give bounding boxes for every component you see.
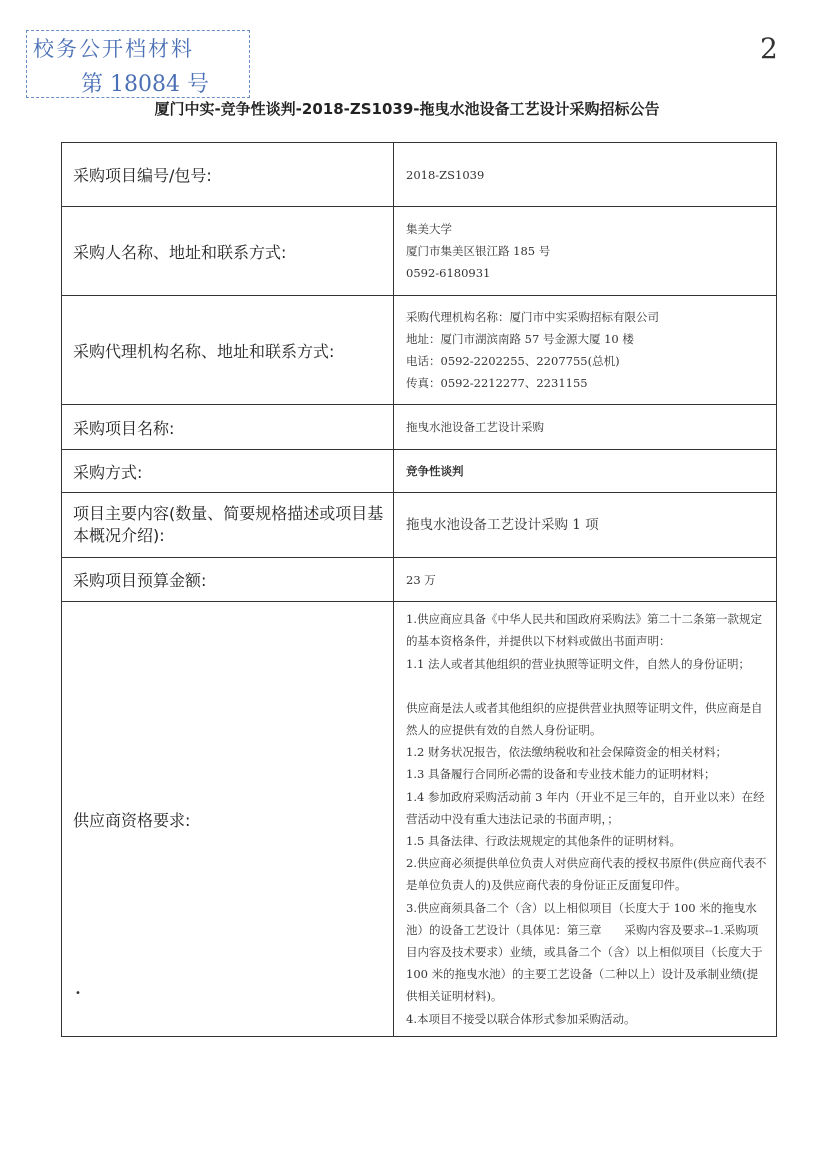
value-line: 供应商是法人或者其他组织的应提供营业执照等证明文件，供应商是自然人的应提供有效的自然人身份证明。 xyxy=(406,700,763,737)
value-line: 1.3 具备履行合同所必需的设备和专业技术能力的证明材料； xyxy=(406,767,716,782)
value-line: 1.1 法人或者其他组织的营业执照等证明文件，自然人的身份证明； xyxy=(406,656,750,671)
value-line: 2.供应商必须提供单位负责人对供应商代表的授权书原件(供应商代表不是单位负责人的)及供应商代表的身份证正反面复印件。 xyxy=(406,856,767,893)
value-line: 集美大学 xyxy=(406,222,452,236)
row-value xyxy=(394,143,777,207)
table-row xyxy=(62,207,777,296)
value-line: 地址：厦门市湖滨南路 57 号金源大厦 10 楼 xyxy=(406,332,634,346)
archive-stamp xyxy=(26,30,250,98)
row-label: 采购方式: xyxy=(62,450,394,493)
table-row xyxy=(62,493,777,558)
value-line: 厦门市集美区银江路 185 号 xyxy=(406,244,551,258)
table-row xyxy=(62,143,777,207)
value-line: 3.供应商须具备二个（含）以上相似项目（长度大于 100 米的拖曳水池）的设备工艺设计（具体见：第三章 采购内容及要求--1.采购项目内容及技术要求）业绩，或具备二个（含）以上相似项目（长度大于 100 米的拖曳水池）的主要工艺设备（二种以上）设计及承制业绩(提供相关证明材料)。 xyxy=(406,900,763,1004)
row-value xyxy=(394,207,777,296)
value-line: 1.供应商应具备《中华人民共和国政府采购法》第二十二条第一款规定的基本资格条件，并提供以下材料或做出书面声明： xyxy=(406,612,762,649)
table-row xyxy=(62,405,777,450)
row-label: 采购项目名称: xyxy=(62,405,394,450)
row-label: 项目主要内容(数量、简要规格描述或项目基本概况介绍): xyxy=(62,493,394,558)
value-line: 1.4 参加政府采购活动前 3 年内（开业不足三年的，自开业以来）在经营活动中没有重大违法记录的书面声明，； xyxy=(406,789,765,826)
row-value xyxy=(394,296,777,405)
page-number: 2 xyxy=(760,32,778,65)
row-label: 采购人名称、地址和联系方式: xyxy=(62,207,394,296)
table-row xyxy=(62,450,777,493)
row-value xyxy=(394,602,777,1037)
scan-mark: • xyxy=(75,988,81,999)
announcement-table xyxy=(61,142,777,1037)
row-value xyxy=(394,558,777,602)
row-label: 采购项目编号/包号: xyxy=(62,143,394,207)
value-line: 23 万 xyxy=(406,572,436,587)
value-line: 2018-ZS1039 xyxy=(406,167,485,182)
row-value xyxy=(394,405,777,450)
row-label: 采购项目预算金额: xyxy=(62,558,394,602)
stamp-line-1: 校务公开档材料 xyxy=(33,37,194,61)
value-line: 1.5 具备法律、行政法规规定的其他条件的证明材料。 xyxy=(406,834,681,848)
row-label: 采购代理机构名称、地址和联系方式: xyxy=(62,296,394,405)
value-line: 0592-6180931 xyxy=(406,266,491,280)
table-row xyxy=(62,558,777,602)
stamp-line-2: 第 18084 号 xyxy=(81,72,209,97)
row-label: 供应商资格要求: xyxy=(62,602,394,1037)
table-row xyxy=(62,296,777,405)
value-line: 1.2 财务状况报告，依法缴纳税收和社会保障资金的相关材料； xyxy=(406,745,727,760)
value-line xyxy=(406,675,768,697)
value-line: 采购代理机构名称：厦门市中实采购招标有限公司 xyxy=(406,310,659,324)
row-value xyxy=(394,493,777,558)
document-title: 厦门中实-竞争性谈判-2018-ZS1039-拖曳水池设备工艺设计采购招标公告 xyxy=(154,100,660,118)
table-row xyxy=(62,602,777,1037)
value-line: 拖曳水池设备工艺设计采购 1 项 xyxy=(406,517,599,533)
value-line: 电话：0592-2202255、2207755(总机) xyxy=(406,354,620,368)
value-line: 拖曳水池设备工艺设计采购 xyxy=(406,420,544,434)
value-line: 竞争性谈判 xyxy=(406,464,464,478)
row-value xyxy=(394,450,777,493)
value-line: 传真：0592-2212277、2231155 xyxy=(406,376,588,390)
value-line: 4.本项目不接受以联合体形式参加采购活动。 xyxy=(406,1011,636,1026)
